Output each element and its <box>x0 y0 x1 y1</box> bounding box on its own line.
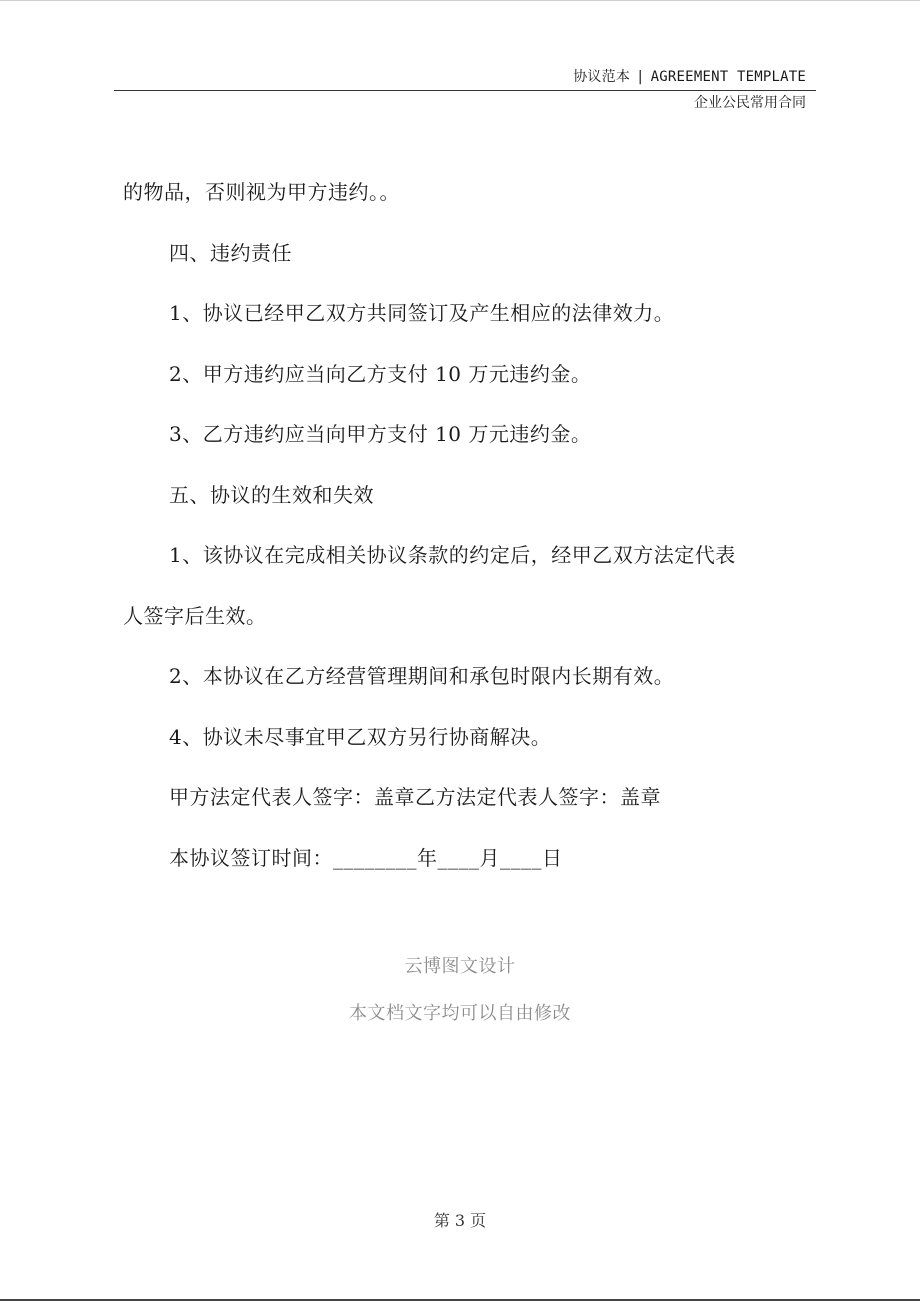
clause-breach-2: 2、甲方违约应当向乙方支付 10 万元违约金。 <box>169 361 592 386</box>
footer-designer: 云博图文设计 <box>404 956 516 977</box>
page-number: 第 3 页 <box>433 1211 487 1230</box>
bottom-border <box>0 1299 920 1301</box>
header-title <box>114 66 806 88</box>
document-body <box>123 162 809 888</box>
top-border <box>0 0 920 1</box>
clause-validity-4: 4、协议未尽事宜甲乙双方另行协商解决。 <box>169 724 552 749</box>
clause-validity-2: 2、本协议在乙方经营管理期间和承包时限内长期有效。 <box>169 664 675 688</box>
signing-date-line: 本协议签订时间：________年____月____日 <box>169 845 563 870</box>
page-header <box>114 66 806 114</box>
paragraph-continuation: 的物品，否则视为甲方违约。。 <box>123 180 400 204</box>
signature-line: 甲方法定代表人签字：盖章乙方法定代表人签字：盖章 <box>169 785 661 809</box>
section-heading-validity: 五、协议的生效和失效 <box>169 482 374 507</box>
header-title-en: AGREEMENT TEMPLATE <box>650 69 806 85</box>
section-heading-breach: 四、违约责任 <box>169 240 292 265</box>
header-separator: | <box>636 69 645 85</box>
clause-validity-1: 1、该协议在完成相关协议条款的约定后，经甲乙双方法定代表 <box>169 543 736 567</box>
clause-breach-1: 1、协议已经甲乙双方共同签订及产生相应的法律效力。 <box>169 301 675 325</box>
clause-validity-1-cont: 人签字后生效。 <box>123 603 267 628</box>
header-subtitle: 企业公民常用合同 <box>694 95 806 111</box>
footer-edit-note: 本文档文字均可以自由修改 <box>349 1003 571 1024</box>
header-divider <box>114 90 816 91</box>
header-title-cn: 协议范本 <box>573 69 631 85</box>
clause-breach-3: 3、乙方违约应当向甲方支付 10 万元违约金。 <box>169 422 592 446</box>
